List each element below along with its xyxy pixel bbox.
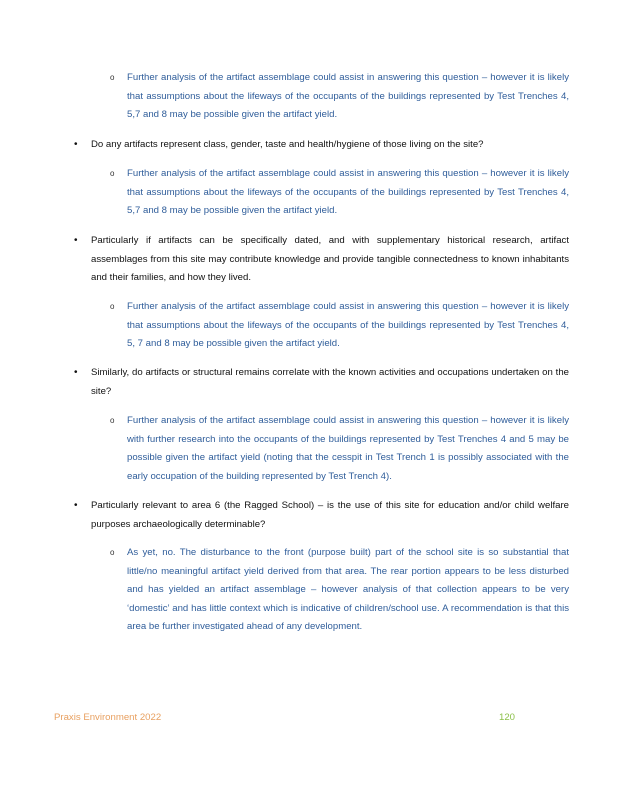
sub-bullet-marker: o	[110, 548, 115, 557]
bullet-item-3	[74, 364, 569, 401]
sub-bullet-marker: o	[110, 416, 115, 425]
footer-page-number: 120	[499, 712, 516, 723]
sub-item-text: Further analysis of the artifact assemblage could assist in answering this question – however it is likely that assumptions about the lifeways of the occupants of the buildings represented by Test Trenches 4, 5,7 and 8 may be possible given the artifact yield.	[127, 72, 569, 121]
sub-bullet-marker: o	[110, 169, 115, 178]
bullet-item-text: Similarly, do artifacts or structural remains correlate with the known activities and occupations undertaken on the site?	[91, 367, 569, 397]
bullet-marker: •	[74, 500, 78, 511]
footer-company: Praxis Environment 2022	[54, 712, 162, 723]
bullet-item-1	[74, 136, 569, 155]
bullet-item-2	[74, 232, 569, 288]
bullet-item-text: Particularly if artifacts can be specifically dated, and with supplementary historical research, artifact assemblages from this site may contribute knowledge and provide tangible connectedness to known inhabitants and their families, and how they lived.	[91, 235, 569, 284]
bullet-item-text: Do any artifacts represent class, gender, taste and health/hygiene of those living on the site?	[91, 139, 484, 150]
sub-item-text: Further analysis of the artifact assemblage could assist in answering this question – however it is likely with further research into the occupants of the buildings represented by Test Trenches 4 and 5 may be possible given the artifact yield (noting that the cesspit in Test Trench 1 is possibly associated with the early occupation of the building represented by Test Trench 4).	[127, 415, 569, 482]
sub-bullet-marker: o	[110, 73, 115, 82]
bullet-item-text: Particularly relevant to area 6 (the Ragged School) – is the use of this site for education and/or child welfare purposes archaeologically determinable?	[91, 500, 569, 530]
bullet-marker: •	[74, 235, 78, 246]
sub-item-text: As yet, no. The disturbance to the front (purpose built) part of the school site is so substantial that little/no meaningful artifact yield derived from that area. The rear portion appears to be less disturbed and has yielded an artifact assemblage – however analysis of that collection appears to be very ‘domestic’ and has little context which is indicative of children/school use. A recommendation is that this area be further investigated ahead of any development.	[127, 547, 569, 633]
sub-item-1	[110, 69, 569, 125]
sub-item-3	[110, 298, 569, 354]
sub-item-5	[110, 544, 569, 637]
sub-bullet-marker: o	[110, 302, 115, 311]
sub-item-2	[110, 165, 569, 221]
bullet-marker: •	[74, 367, 78, 378]
sub-item-4	[110, 412, 569, 486]
bullet-item-4	[74, 497, 569, 534]
bullet-marker: •	[74, 139, 78, 150]
sub-item-text: Further analysis of the artifact assemblage could assist in answering this question – however it is likely that assumptions about the lifeways of the occupants of the buildings represented by Test Trenches 4, 5, 7 and 8 may be possible given the artifact yield.	[127, 301, 569, 350]
sub-item-text: Further analysis of the artifact assemblage could assist in answering this question – however it is likely that assumptions about the lifeways of the occupants of the buildings represented by Test Trenches 4, 5,7 and 8 may be possible given the artifact yield.	[127, 168, 569, 217]
